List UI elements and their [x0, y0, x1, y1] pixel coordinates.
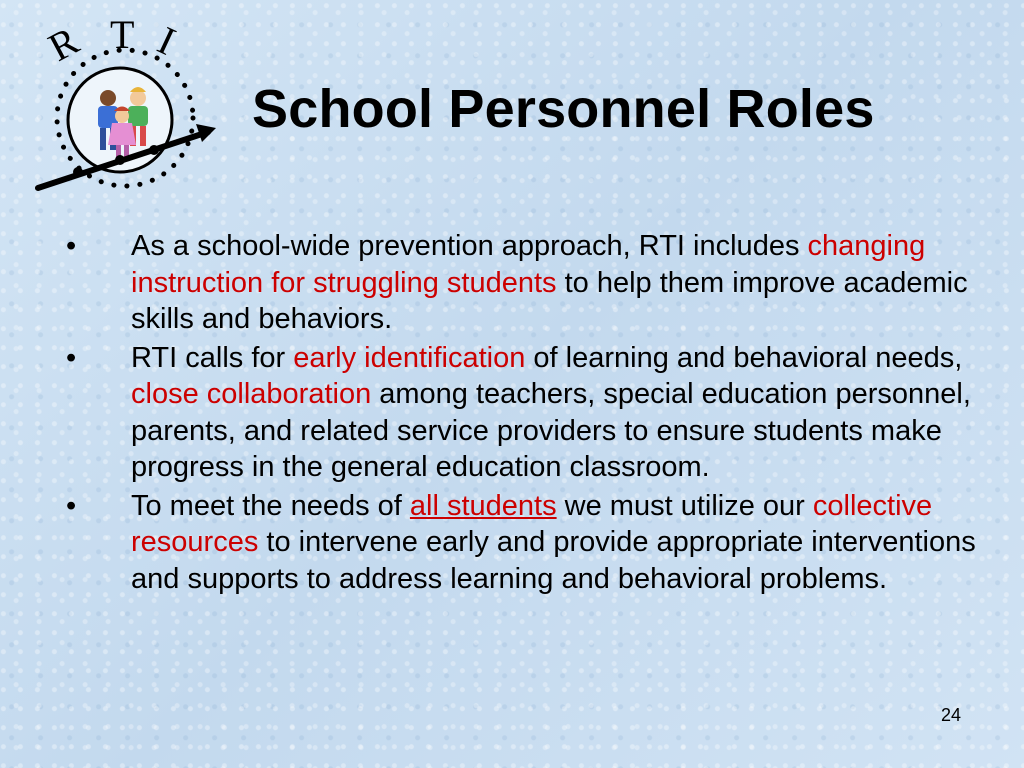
bullet-text: To meet the needs of [131, 489, 410, 522]
highlight-text: collective resources [131, 489, 933, 558]
slide-title: School Personnel Roles [252, 79, 875, 139]
rti-logo [30, 10, 220, 200]
bullet-item [60, 340, 980, 486]
logo-letter-r: R [41, 17, 86, 70]
page-number: 24 [941, 705, 962, 725]
bullet-text: to help them improve academic skills and behaviors. [131, 266, 968, 335]
logo-letter-t: T [110, 12, 135, 57]
highlight-text: close collaboration [131, 378, 372, 410]
bullet-dot: • [66, 230, 77, 262]
highlight-link-text: all students [409, 489, 557, 522]
bullet-text: to intervene early and provide appropriate interventions and supports to address learning and behavioral problems. [131, 526, 976, 595]
bullet-text: As a school-wide prevention approach, RTI includes [131, 230, 808, 262]
bullet-text: we must utilize our [556, 489, 813, 522]
bullet-text: of learning and behavioral needs, [525, 341, 963, 374]
logo-letter-i: I [151, 17, 183, 64]
bullet-item [60, 228, 980, 338]
highlight-text: early identification [293, 341, 526, 374]
bullet-text: among teachers, special education personnel, parents, and related service providers to ensure students make progress in the general education classroom. [131, 378, 971, 483]
bullet-dot: • [66, 341, 77, 374]
bullet-list [60, 228, 980, 599]
bullet-dot: • [66, 489, 77, 522]
highlight-text: changing instruction for struggling students [131, 230, 926, 299]
bullet-item [60, 488, 980, 598]
bullet-text: RTI calls for [131, 341, 294, 374]
